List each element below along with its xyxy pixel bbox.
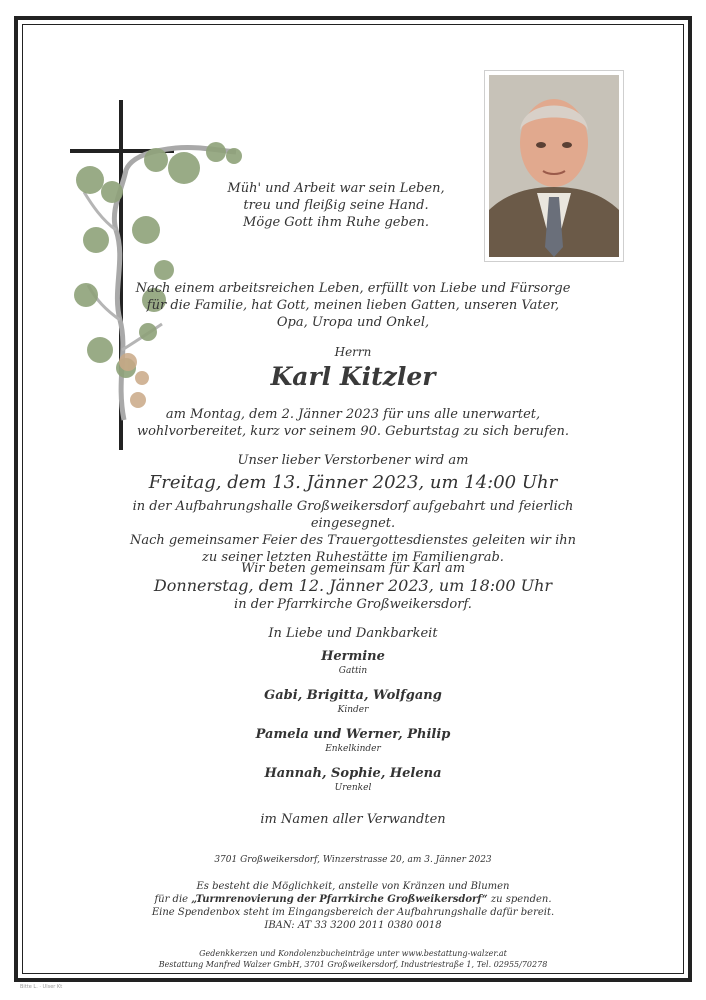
funeral-details-line: Nach gemeinsamer Feier des Trauergottesdienstes geleiten wir ihn (129, 533, 577, 548)
donation-line (100, 893, 606, 906)
salutation: Herrn (334, 345, 372, 359)
death-notice-line: am Montag, dem 2. Jänner 2023 für uns alle unerwartet, (165, 407, 541, 422)
funeral-details-line: zu seiner letzten Ruhestätte im Familiengrab. (202, 550, 504, 565)
intro-line: Opa, Uropa und Onkel, (276, 315, 430, 330)
donation (100, 880, 606, 932)
funeral-date: Freitag, dem 13. Jänner 2023, um 14:00 Uhr (148, 472, 558, 493)
intro-line: für die Familie, hat Gott, meinen lieben Gatten, unseren Vater, (146, 298, 560, 313)
mourner-group (100, 648, 606, 677)
prayer-intro: Wir beten gemeinsam für Karl am (240, 561, 466, 576)
mourner-relation: Gattin (338, 666, 368, 676)
closing: In Liebe und Dankbarkeit (268, 626, 438, 641)
place-date: 3701 Großweikersdorf, Winzerstrasse 20, am 3. Jänner 2023 (214, 855, 492, 865)
funeral-details-line: in der Aufbahrungshalle Großweikersdorf aufgebahrt und feierlich eingesegnet. (132, 499, 574, 531)
footer-line: Bestattung Manfred Walzer GmbH, 3701 Großweikersdorf, Industriestraße 1, Tel. 02955/70278 (158, 960, 548, 969)
prayer-date: Donnerstag, dem 12. Jänner 2023, um 18:00 Uhr (153, 576, 553, 595)
motto (200, 180, 472, 231)
footer-line: Gedenkkerzen und Kondolenzbucheinträge unter www.bestattung-walzer.at (199, 949, 507, 958)
mourner-names: Hermine (321, 649, 385, 664)
footer (100, 948, 606, 970)
mourner-relation: Enkelkinder (325, 744, 381, 754)
donation-cause: „Turmrenovierung der Pfarrkirche Großweikersdorf“ (191, 894, 488, 905)
funeral-intro: Unser lieber Verstorbener wird am (237, 453, 469, 468)
donation-line: Eine Spendenbox steht im Eingangsbereich der Aufbahrungshalle dafür bereit. (151, 907, 555, 918)
relatives: im Namen aller Verwandten (260, 812, 446, 827)
mourner-group (100, 687, 606, 716)
donation-line: Es besteht die Möglichkeit, anstelle von Kränzen und Blumen (196, 881, 510, 892)
prayer-place: in der Pfarrkirche Großweikersdorf. (234, 597, 472, 612)
motto-line: treu und fleißig seine Hand. (243, 198, 429, 213)
mourner-relation: Urenkel (334, 783, 372, 793)
motto-line: Möge Gott ihm Ruhe geben. (243, 215, 429, 230)
death-notice (100, 406, 606, 440)
mourner-names: Pamela und Werner, Philip (255, 727, 451, 742)
deceased-name: Karl Kitzler (270, 362, 436, 391)
donation-post: zu spenden. (487, 894, 552, 905)
donation-iban: IBAN: AT 33 3200 2011 0380 0018 (264, 920, 442, 931)
donation-pre: für die (154, 894, 192, 905)
mourner-names: Gabi, Brigitta, Wolfgang (264, 688, 442, 703)
mourner-names: Hannah, Sophie, Helena (264, 766, 442, 781)
mourner-group (100, 726, 606, 755)
imprint: Bitte L. · Ulser Kt (20, 984, 63, 990)
motto-line: Müh' und Arbeit war sein Leben, (227, 181, 445, 196)
intro (100, 280, 606, 331)
mourner-group (100, 765, 606, 794)
intro-line: Nach einem arbeitsreichen Leben, erfüllt von Liebe und Fürsorge (135, 281, 571, 296)
death-notice-line: wohlvorbereitet, kurz vor seinem 90. Geburtstag zu sich berufen. (136, 424, 570, 439)
portrait-photo (489, 75, 619, 257)
funeral-details (100, 498, 606, 566)
mourner-relation: Kinder (337, 705, 369, 715)
portrait-frame (484, 70, 624, 262)
